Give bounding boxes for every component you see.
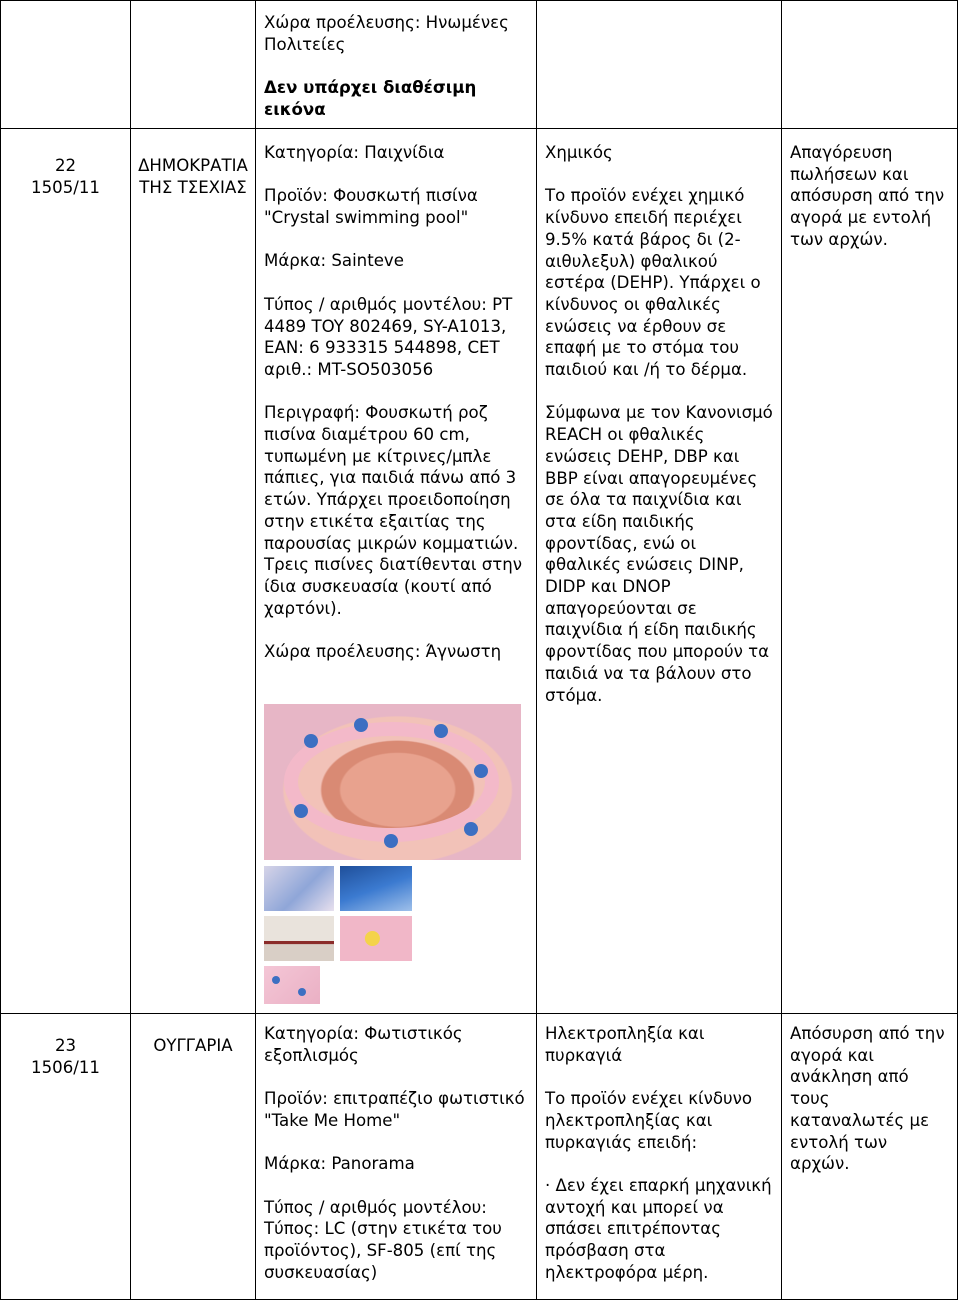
measures-taken: Απόσυρση από την αγορά και ανάκληση από τους καταναλωτές με εντολή των αρχών. <box>790 1024 945 1174</box>
risk-type: Χημικός <box>545 143 613 162</box>
origin-text: Χώρα προέλευσης: Ηνωμένες Πολιτείες <box>264 13 509 54</box>
product-photo-thumb <box>264 966 320 1004</box>
risk-description: Το προϊόν ενέχει χημικό κίνδυνο επειδή περιέχει 9.5% κατά βάρος δι (2-αιθυλεξυλ) φθαλικού εστέρα (DEHP). Υπάρχει ο κίνδυνος οι φθαλικές ενώσεις να έρθουν σε επαφή με το στόμα του παιδιού και /ή το δέρμα. <box>545 186 761 380</box>
table-row <box>1 1 958 129</box>
notifying-country: ΔΗΜΟΚΡΑΤΙΑ ΤΗΣ ΤΣΕΧΙΑΣ <box>138 156 248 197</box>
product-description: Περιγραφή: Φουσκωτή ροζ πισίνα διαμέτρου 60 cm, τυπωμένη με κίτρινες/μπλε πάπιες, για παιδιά πάνω από 3 ετών. Υπάρχει προειδοποίηση στην ετικέτα εξαιτίας της παρουσίας μικρών κομματιών. Τρεις πισίνες διατίθενται στην ίδια συσκευασία (κουτί από χαρτόνι). <box>264 403 523 618</box>
entry-reference: 1506/11 <box>31 1057 100 1077</box>
risk-regulation: Σύμφωνα με τον Κανονισμό REACH οι φθαλικές ενώσεις DEHP, DBP και BBP είναι απαγορευμένες σε όλα τα παιχνίδια και στα είδη παιδικής φροντίδας, ενώ οι φθαλικές ενώσεις DINP, DIDP και DNOP απαγορεύονται σε παιχνίδια ή είδη παιδικής φροντίδας που μπορούν τα παιδιά να τα βάλουν στο στόμα. <box>545 403 773 705</box>
origin-text: Χώρα προέλευσης: Άγνωστη <box>264 642 502 662</box>
table-row <box>1 129 958 1014</box>
risk-detail: · Δεν έχει επαρκή μηχανική αντοχή και μπορεί να σπάσει επιτρέποντας πρόσβαση στα ηλεκτροφόρα μέρη. <box>545 1175 772 1282</box>
product-category: Κατηγορία: Φωτιστικός εξοπλισμός <box>264 1024 463 1065</box>
risk-description: Το προϊόν ενέχει κίνδυνο ηλεκτροπληξίας και πυρκαγιάς επειδή: <box>545 1089 753 1152</box>
notifying-country: ΟΥΓΓΑΡΙΑ <box>153 1036 233 1055</box>
product-photo-thumb <box>340 866 412 911</box>
entry-reference: 1505/11 <box>31 177 100 197</box>
product-photo-thumb <box>340 916 412 961</box>
measures-taken: Απαγόρευση πωλήσεων και απόσυρση από την αγορά με εντολή των αρχών. <box>790 143 945 249</box>
product-name: Προϊόν: επιτραπέζιο φωτιστικό "Take Me Home" <box>264 1089 525 1130</box>
entry-number: 23 <box>54 1036 77 1055</box>
product-brand: Μάρκα: Panorama <box>264 1154 415 1174</box>
product-model: Τύπος / αριθμός μοντέλου: Τύπος: LC (στην ετικέτα του προϊόντος), SF-805 (επί της συσκευασίας) <box>264 1197 502 1282</box>
product-photo-thumb <box>264 916 334 961</box>
no-image-text: Δεν υπάρχει διαθέσιμη εικόνα <box>264 78 477 119</box>
table-row <box>1 1014 958 1300</box>
product-model: Τύπος / αριθμός μοντέλου: PT 4489 TOY 802469, SY-A1013, EAN: 6 933315 544898, CET αριθ.: MT-SO503056 <box>264 294 513 379</box>
product-photo-thumb <box>264 866 334 911</box>
product-photo-main <box>264 704 521 860</box>
risk-type: Ηλεκτροπληξία και πυρκαγιά <box>545 1024 705 1065</box>
product-photo-collage <box>264 704 524 962</box>
product-brand: Μάρκα: Sainteve <box>264 251 404 271</box>
product-name: Προϊόν: Φουσκωτή πισίνα "Crystal swimming pool" <box>264 186 478 228</box>
entry-number: 22 <box>54 156 77 175</box>
product-category: Κατηγορία: Παιχνίδια <box>264 143 445 162</box>
